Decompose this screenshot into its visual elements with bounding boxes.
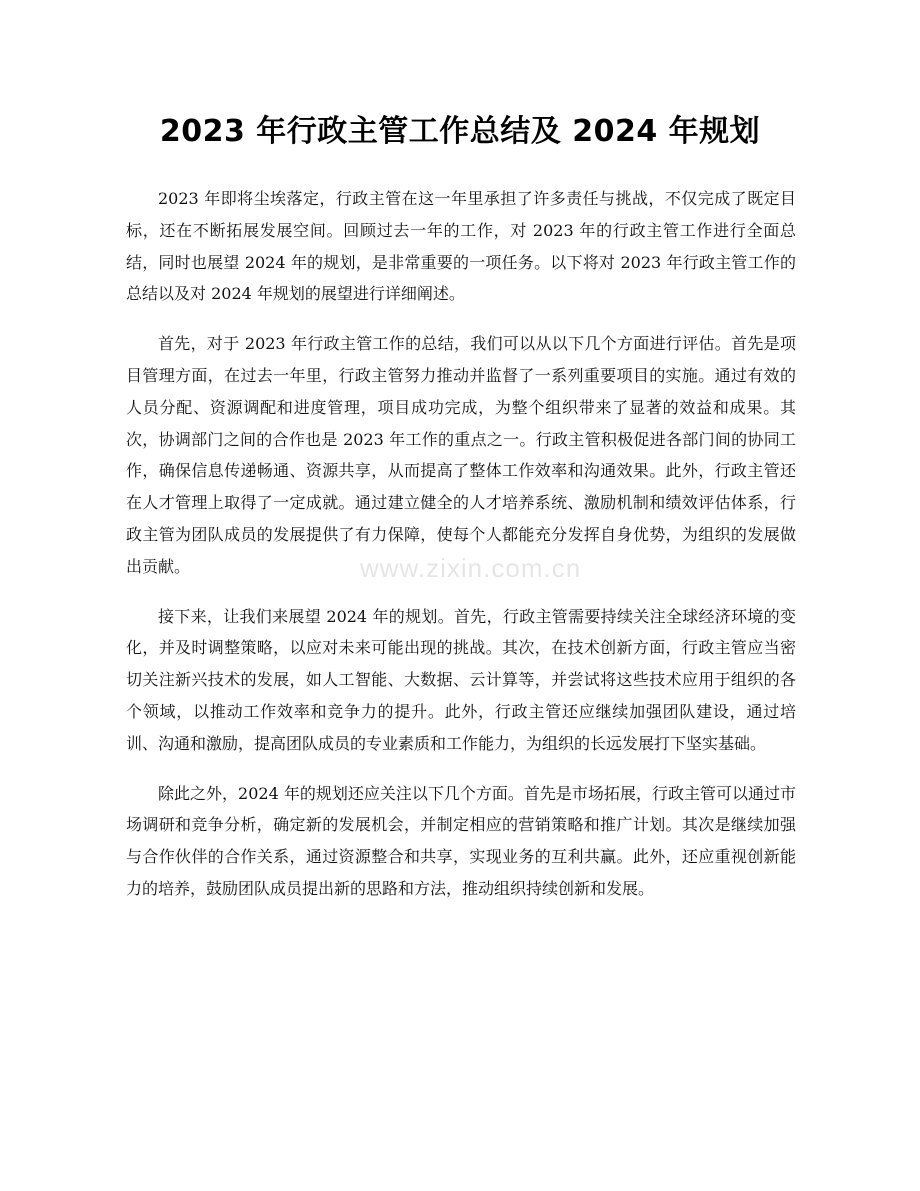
- watermark: www.zixin.com.cn: [360, 553, 582, 583]
- paragraph-2: 首先，对于 2023 年行政主管工作的总结，我们可以从以下几个方面进行评估。首先是项目管理方面，在过去一年里，行政主管努力推动并监督了一系列重要项目的实施。通过有效的人员分配、资源调配和进度管理，项目成功完成，为整个组织带来了显著的效益和成果。其次，协调部门之间的合作也是 2023 年工作的重点之一。行政主管积极促进各部门间的协同工作，确保信息传递畅通、资源共享，从而提高了整体工作效率和沟通效果。此外，行政主管还在人才管理上取得了一定成就。通过建立健全的人才培养系统、激励机制和绩效评估体系，行政主管为团队成员的发展提供了有力保障，使每个人都能充分发挥自身优势，为组织的发展做出贡献。: [126, 334, 796, 576]
- paragraph-1: 2023 年即将尘埃落定，行政主管在这一年里承担了许多责任与挑战，不仅完成了既定目标，还在不断拓展发展空间。回顾过去一年的工作，对 2023 年的行政主管工作进行全面总结，同时也展望 2024 年的规划，是非常重要的一项任务。以下将对 2023 年行政主管工作的总结以及对 2024 年规划的展望进行详细阐述。: [126, 189, 796, 304]
- paragraph-3: 接下来，让我们来展望 2024 年的规划。首先，行政主管需要持续关注全球经济环境的变化，并及时调整策略，以应对未来可能出现的挑战。其次，在技术创新方面，行政主管应当密切关注新兴技术的发展，如人工智能、大数据、云计算等，并尝试将这些技术应用于组织的各个领域，以推动工作效率和竞争力的提升。此外，行政主管还应继续加强团队建设，通过培训、沟通和激励，提高团队成员的专业素质和工作能力，为组织的长远发展打下坚实基础。: [126, 606, 796, 753]
- paragraph-4: 除此之外，2024 年的规划还应关注以下几个方面。首先是市场拓展，行政主管可以通过市场调研和竞争分析，确定新的发展机会，并制定相应的营销策略和推广计划。其次是继续加强与合作伙伴的合作关系，通过资源整合和共享，实现业务的互利共赢。此外，还应重视创新能力的培养，鼓励团队成员提出新的思路和方法，推动组织持续创新和发展。: [126, 783, 796, 898]
- document-body: [126, 183, 796, 923]
- document-title: 2023 年行政主管工作总结及 2024 年规划: [159, 114, 761, 149]
